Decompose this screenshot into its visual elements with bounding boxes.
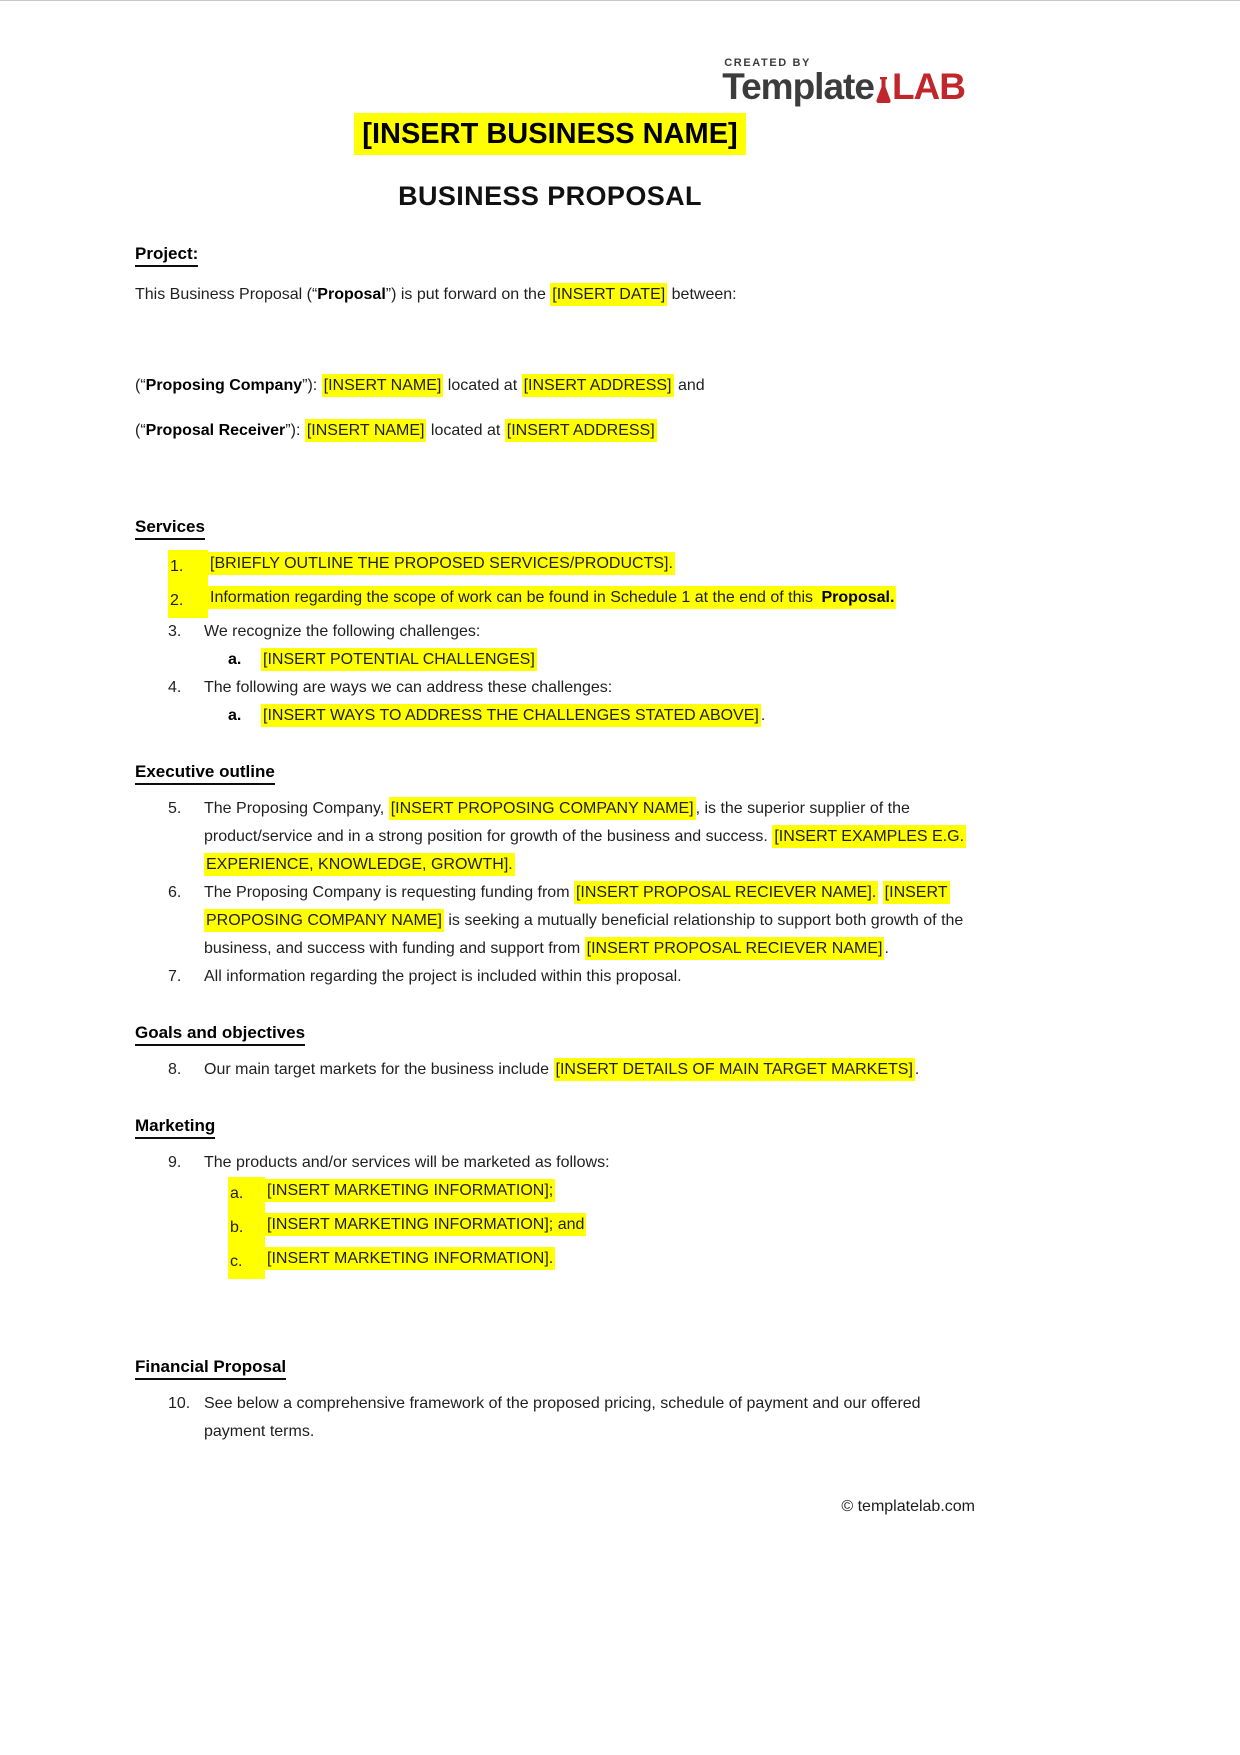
placeholder-highlight: [INSERT EXAMPLES E.G. EXPERIENCE, KNOWLEDGE, GROWTH]. <box>204 825 966 876</box>
placeholder-highlight: [INSERT PROPOSING COMPANY NAME] <box>389 797 696 820</box>
text-run: The Proposing Company is requesting funding from <box>204 884 574 902</box>
blank-space-3 <box>135 1279 965 1325</box>
intro-paragraph <box>135 281 965 309</box>
text-run: Proposing Company <box>145 377 303 395</box>
list-item-text <box>204 879 965 963</box>
list-item-4 <box>135 674 965 702</box>
list-marker: c. <box>228 1245 265 1279</box>
lab-flask-icon <box>876 77 891 103</box>
text-run: ”) is put forward on the <box>385 286 551 304</box>
text-run: See below a comprehensive framework of the proposed pricing, schedule of payment and our offered payment terms. <box>204 1395 921 1441</box>
text-run: This Business Proposal (“ <box>135 286 318 304</box>
list-item-text <box>204 1056 965 1084</box>
text-run: We recognize the following challenges: <box>204 623 481 641</box>
logo-created-by: CREATED BY <box>724 57 811 69</box>
text-run: located at <box>426 422 505 440</box>
placeholder-highlight: [INSERT BUSINESS NAME] <box>354 113 745 155</box>
placeholder-highlight: [INSERT WAYS TO ADDRESS THE CHALLENGES STATED ABOVE] <box>261 704 761 727</box>
templatelab-logo <box>722 57 965 107</box>
text-run: is seeking a mutually beneficial relationship to support both growth of the business, and success with funding and support from <box>204 912 964 958</box>
footer-copyright: © templatelab.com <box>841 1498 975 1515</box>
text-run: Executive outline <box>135 762 275 785</box>
placeholder-highlight: [BRIEFLY OUTLINE THE PROPOSED SERVICES/PRODUCTS]. <box>208 552 675 575</box>
list-item-3a <box>135 646 965 674</box>
logo-row <box>135 57 965 107</box>
list-item-text <box>204 618 965 646</box>
list-marker: 9. <box>168 1154 182 1172</box>
list-item-6 <box>135 879 965 963</box>
text-run: Project: <box>135 244 198 267</box>
list-item-7 <box>135 963 965 991</box>
text-run: ”): <box>285 422 305 440</box>
list-item-text <box>204 1390 965 1446</box>
text-run: . <box>884 940 889 958</box>
text-run: Proposal Receiver <box>145 422 286 440</box>
section-heading-financial <box>135 1357 965 1377</box>
placeholder-highlight: Information regarding the scope of work can be found in Schedule 1 at the end of this <box>208 586 820 609</box>
placeholder-highlight: [INSERT DETAILS OF MAIN TARGET MARKETS] <box>554 1058 915 1081</box>
text-run: Financial Proposal <box>135 1357 286 1380</box>
list-marker: b. <box>228 1211 265 1245</box>
placeholder-highlight: [INSERT POTENTIAL CHALLENGES] <box>261 648 537 671</box>
blank-space-1 <box>135 309 965 355</box>
list-item-5 <box>135 795 965 879</box>
list-item-3 <box>135 618 965 646</box>
text-run: Marketing <box>135 1116 215 1139</box>
section-heading-executive-outline <box>135 762 965 782</box>
list-marker: a. <box>228 651 242 669</box>
list-item-text <box>204 674 965 702</box>
list-item-text <box>265 1245 965 1279</box>
text-run: BUSINESS PROPOSAL <box>398 181 702 212</box>
text-run: Our main target markets for the business include <box>204 1061 554 1079</box>
list-item-text <box>204 1149 965 1177</box>
text-run: . <box>760 707 766 725</box>
placeholder-highlight: [INSERT ADDRESS] <box>505 419 657 442</box>
placeholder-highlight: [INSERT DATE] <box>550 283 667 306</box>
text-run: Proposal <box>317 286 386 304</box>
document-title <box>135 181 965 212</box>
list-item-text <box>261 702 965 730</box>
list-marker: 3. <box>168 623 182 641</box>
business-name-title <box>135 118 965 151</box>
list-item-9 <box>135 1149 965 1177</box>
list-item-text <box>208 550 965 584</box>
placeholder-highlight: [INSERT NAME] <box>322 374 444 397</box>
text-run: Services <box>135 517 205 540</box>
list-item-text <box>261 646 965 674</box>
text-run: (“ <box>135 377 146 395</box>
list-marker: 1. <box>168 550 208 584</box>
list-item-9a <box>135 1177 965 1211</box>
proposing-company-line <box>135 372 965 400</box>
text-run: between: <box>667 286 737 304</box>
placeholder-highlight: [INSERT PROPOSING COMPANY NAME] <box>204 881 950 932</box>
list-marker: 4. <box>168 679 182 697</box>
list-item-8 <box>135 1056 965 1084</box>
blank-space-2 <box>135 445 965 485</box>
list-marker: 8. <box>168 1061 182 1079</box>
text-run: The products and/or services will be marketed as follows: <box>204 1154 610 1172</box>
list-marker: a. <box>228 707 242 725</box>
document-content <box>135 1 965 1446</box>
list-item-text <box>208 584 965 618</box>
list-item-text <box>204 963 965 991</box>
list-item-10 <box>135 1390 965 1446</box>
text-run: and <box>673 377 705 395</box>
list-item-text <box>265 1177 965 1211</box>
text-run: , is the superior supplier of the product/service and in a strong position for growth of the business and success. <box>204 800 910 846</box>
list-marker: 7. <box>168 968 182 986</box>
placeholder-highlight: [INSERT PROPOSAL RECIEVER NAME]. <box>574 881 878 904</box>
placeholder-highlight: [INSERT MARKETING INFORMATION]; <box>265 1179 555 1202</box>
text-run: (“ <box>135 422 146 440</box>
placeholder-highlight: [INSERT MARKETING INFORMATION]; and <box>265 1213 586 1236</box>
logo-brand-template: Template <box>722 66 874 107</box>
text-run: ”): <box>302 377 322 395</box>
list-marker: 2. <box>168 584 208 618</box>
list-marker: 6. <box>168 884 182 902</box>
logo-brand <box>722 66 965 107</box>
text-run: The Proposing Company, <box>204 800 389 818</box>
placeholder-highlight: Proposal. <box>820 586 897 609</box>
placeholder-highlight: [INSERT MARKETING INFORMATION]. <box>265 1247 555 1270</box>
list-item-text <box>265 1211 965 1245</box>
text-run: . <box>914 1061 920 1079</box>
list-item-2 <box>135 584 965 618</box>
list-item-9b <box>135 1211 965 1245</box>
list-item-4a <box>135 702 965 730</box>
section-heading-marketing <box>135 1116 965 1136</box>
text-run: located at <box>443 377 522 395</box>
text-run: The following are ways we can address these challenges: <box>204 679 613 697</box>
section-heading-services <box>135 517 965 537</box>
section-heading-project <box>135 244 965 264</box>
list-item-9c <box>135 1245 965 1279</box>
proposal-receiver-line <box>135 417 965 445</box>
list-item-1 <box>135 550 965 584</box>
document-body <box>135 118 965 1446</box>
logo-brand-lab: LAB <box>891 66 965 107</box>
placeholder-highlight: [INSERT NAME] <box>305 419 427 442</box>
list-marker: 5. <box>168 800 182 818</box>
section-heading-goals <box>135 1023 965 1043</box>
list-item-text <box>204 795 965 879</box>
text-run: All information regarding the project is included within this proposal. <box>204 968 682 986</box>
list-marker: a. <box>228 1177 265 1211</box>
text-run: Goals and objectives <box>135 1023 305 1046</box>
placeholder-highlight: [INSERT PROPOSAL RECIEVER NAME] <box>585 937 885 960</box>
list-marker: 10. <box>168 1395 191 1413</box>
text-run <box>878 884 882 901</box>
placeholder-highlight: [INSERT ADDRESS] <box>522 374 674 397</box>
